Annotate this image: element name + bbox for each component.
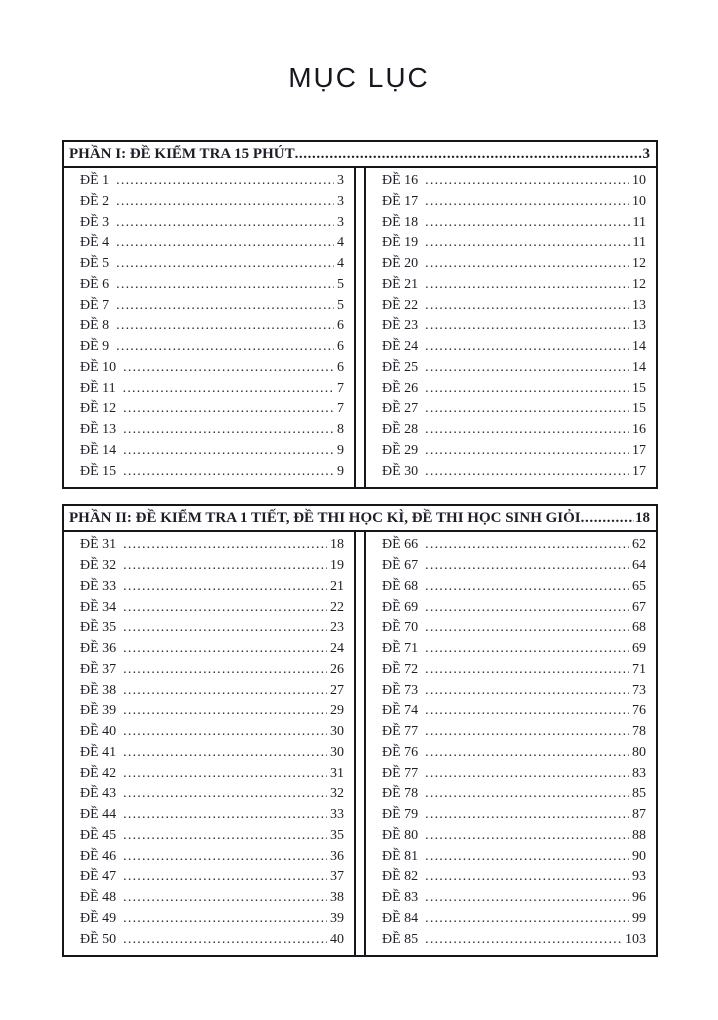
dot-leader bbox=[425, 888, 629, 909]
dot-leader bbox=[425, 743, 629, 764]
toc-entry-label: ĐỀ 31 bbox=[80, 537, 117, 553]
toc-entry bbox=[382, 888, 646, 909]
section-2-heading-text: PHẦN II: ĐỀ KIỂM TRA 1 TIẾT, ĐỀ THI HỌC KÌ, ĐỀ THI HỌC SINH GIỎI bbox=[69, 510, 581, 527]
toc-entry bbox=[382, 784, 646, 805]
toc-entry-label: ĐỀ 39 bbox=[80, 703, 117, 719]
toc-entry-label: ĐỀ 28 bbox=[382, 422, 419, 437]
toc-entry-page: 10 bbox=[632, 193, 646, 209]
dot-leader bbox=[123, 441, 334, 462]
toc-entry bbox=[80, 556, 344, 577]
toc-entry-page: 64 bbox=[632, 558, 646, 573]
toc-entry bbox=[382, 722, 646, 743]
toc-entry bbox=[382, 577, 646, 598]
toc-entry bbox=[382, 420, 646, 441]
toc-entry bbox=[382, 743, 646, 764]
toc-entry-label: ĐỀ 21 bbox=[382, 276, 419, 292]
toc-entry bbox=[382, 826, 646, 847]
toc-entry-label: ĐỀ 67 bbox=[382, 558, 419, 573]
toc-entry-label: ĐỀ 42 bbox=[80, 765, 117, 781]
toc-entry-label: ĐỀ 19 bbox=[382, 235, 419, 251]
dot-leader bbox=[425, 275, 629, 296]
toc-entry bbox=[382, 441, 646, 462]
toc-entry-page: 14 bbox=[632, 359, 646, 375]
dot-leader bbox=[116, 171, 334, 192]
toc-entry-page: 31 bbox=[330, 765, 344, 781]
page-title: MỤC LỤC bbox=[288, 62, 430, 93]
dot-leader bbox=[123, 535, 327, 556]
section-2-column-right bbox=[364, 532, 656, 955]
dot-leader bbox=[116, 296, 334, 317]
toc-entry bbox=[80, 296, 344, 317]
toc-entry-page: 103 bbox=[625, 931, 646, 947]
toc-entry bbox=[80, 275, 344, 296]
toc-entry bbox=[80, 618, 344, 639]
dot-leader bbox=[425, 701, 629, 722]
toc-entry bbox=[382, 805, 646, 826]
dot-leader bbox=[425, 722, 629, 743]
dot-leader bbox=[116, 192, 334, 213]
toc-entry-page: 16 bbox=[632, 422, 646, 437]
section-1-heading-text: PHẦN I: ĐỀ KIỂM TRA 15 PHÚT bbox=[69, 146, 295, 162]
toc-entry-page: 8 bbox=[337, 422, 344, 437]
section-1-column-left bbox=[64, 168, 356, 487]
dot-leader bbox=[425, 441, 629, 462]
toc-entry-label: ĐỀ 43 bbox=[80, 786, 117, 802]
toc-entry bbox=[382, 254, 646, 275]
toc-entry-label: ĐỀ 47 bbox=[80, 869, 117, 885]
dot-leader bbox=[425, 826, 629, 847]
toc-entry-page: 23 bbox=[330, 620, 344, 636]
toc-entry bbox=[80, 701, 344, 722]
toc-entry-page: 19 bbox=[330, 558, 344, 573]
toc-entry-page: 40 bbox=[330, 931, 344, 947]
dot-leader bbox=[425, 577, 629, 598]
dot-leader bbox=[123, 618, 327, 639]
toc-entry-label: ĐỀ 18 bbox=[382, 214, 419, 230]
dot-leader bbox=[425, 930, 622, 951]
toc-entry-page: 96 bbox=[632, 890, 646, 905]
toc-entry-label: ĐỀ 25 bbox=[382, 359, 419, 375]
toc-entry-page: 3 bbox=[337, 173, 344, 188]
dot-leader bbox=[425, 618, 629, 639]
dot-leader bbox=[123, 556, 327, 577]
toc-entry-label: ĐỀ 79 bbox=[382, 807, 419, 822]
toc-entry bbox=[80, 660, 344, 681]
toc-entry bbox=[382, 681, 646, 702]
toc-entry bbox=[80, 805, 344, 826]
dot-leader bbox=[123, 867, 327, 888]
dot-leader bbox=[123, 358, 334, 379]
toc-entry-page: 18 bbox=[330, 537, 344, 553]
dot-leader bbox=[425, 681, 629, 702]
toc-entry bbox=[80, 233, 344, 254]
dot-leader bbox=[123, 826, 327, 847]
toc-entry bbox=[382, 233, 646, 254]
toc-entry-page: 4 bbox=[337, 235, 344, 251]
dot-leader bbox=[425, 171, 629, 192]
toc-entry-page: 13 bbox=[632, 297, 646, 313]
toc-entry-label: ĐỀ 14 bbox=[80, 442, 117, 458]
toc-entry bbox=[382, 909, 646, 930]
toc-entry-label: ĐỀ 80 bbox=[382, 827, 419, 843]
toc-entry-page: 30 bbox=[330, 724, 344, 739]
toc-entry-label: ĐỀ 17 bbox=[382, 193, 419, 209]
dot-leader bbox=[116, 275, 334, 296]
toc-entry bbox=[80, 930, 344, 951]
section-part-1 bbox=[62, 140, 658, 489]
toc-entry-label: ĐỀ 70 bbox=[382, 620, 419, 636]
toc-entry bbox=[80, 639, 344, 660]
toc-entry-label: ĐỀ 32 bbox=[80, 558, 117, 573]
toc-entry-page: 4 bbox=[337, 256, 344, 271]
toc-entry bbox=[382, 598, 646, 619]
toc-entry-label: ĐỀ 48 bbox=[80, 890, 117, 905]
section-1-column-right bbox=[364, 168, 656, 487]
toc-entry bbox=[382, 930, 646, 951]
toc-entry-label: ĐỀ 11 bbox=[80, 380, 116, 396]
toc-entry bbox=[382, 462, 646, 483]
toc-entry bbox=[80, 358, 344, 379]
dot-leader bbox=[425, 233, 629, 254]
toc-entry-page: 37 bbox=[330, 869, 344, 885]
toc-entry-label: ĐỀ 73 bbox=[382, 682, 419, 698]
dot-leader bbox=[425, 254, 629, 275]
toc-entry-label: ĐỀ 46 bbox=[80, 848, 117, 864]
toc-entry bbox=[80, 888, 344, 909]
dot-leader bbox=[425, 192, 629, 213]
dot-leader bbox=[425, 337, 629, 358]
toc-entry-page: 36 bbox=[330, 848, 344, 864]
toc-entry bbox=[382, 556, 646, 577]
toc-entry-page: 71 bbox=[632, 661, 646, 677]
toc-entry bbox=[80, 681, 344, 702]
toc-entry-page: 69 bbox=[632, 641, 646, 656]
toc-entry-page: 22 bbox=[330, 599, 344, 615]
toc-entry bbox=[80, 743, 344, 764]
toc-entry-page: 85 bbox=[632, 786, 646, 802]
toc-entry bbox=[80, 192, 344, 213]
toc-entry-label: ĐỀ 22 bbox=[382, 297, 419, 313]
toc-entry-label: ĐỀ 77 bbox=[382, 724, 419, 739]
dot-leader bbox=[425, 784, 629, 805]
toc-entry-page: 39 bbox=[330, 910, 344, 926]
toc-entry-page: 90 bbox=[632, 848, 646, 864]
toc-entry-label: ĐỀ 10 bbox=[80, 359, 117, 375]
toc-entry-page: 67 bbox=[632, 599, 646, 615]
toc-entry-label: ĐỀ 7 bbox=[80, 297, 110, 313]
toc-entry-label: ĐỀ 8 bbox=[80, 318, 110, 334]
dot-leader bbox=[123, 577, 327, 598]
toc-entry bbox=[80, 577, 344, 598]
toc-entry-page: 99 bbox=[632, 910, 646, 926]
dot-leader bbox=[123, 847, 327, 868]
dot-leader bbox=[123, 681, 327, 702]
toc-entry-label: ĐỀ 50 bbox=[80, 931, 117, 947]
toc-entry-label: ĐỀ 49 bbox=[80, 910, 117, 926]
toc-entry bbox=[80, 213, 344, 234]
dot-leader bbox=[123, 722, 327, 743]
toc-entry bbox=[382, 358, 646, 379]
toc-entry-label: ĐỀ 1 bbox=[80, 173, 110, 188]
toc-entry-page: 5 bbox=[337, 276, 344, 292]
toc-entry-page: 17 bbox=[632, 463, 646, 479]
toc-entry-label: ĐỀ 66 bbox=[382, 537, 419, 553]
toc-entry-label: ĐỀ 76 bbox=[382, 744, 419, 760]
dot-leader bbox=[425, 909, 629, 930]
section-2-heading bbox=[64, 506, 656, 532]
section-1-heading bbox=[64, 142, 656, 168]
section-1-columns bbox=[64, 168, 656, 487]
toc-entry-page: 29 bbox=[330, 703, 344, 719]
toc-entry bbox=[382, 639, 646, 660]
dot-leader bbox=[425, 660, 629, 681]
toc-entry-label: ĐỀ 24 bbox=[382, 339, 419, 354]
toc-entry-page: 68 bbox=[632, 620, 646, 636]
dot-leader bbox=[116, 337, 334, 358]
toc-entry bbox=[382, 379, 646, 400]
toc-entry-page: 6 bbox=[337, 318, 344, 334]
toc-entry bbox=[80, 598, 344, 619]
dot-leader bbox=[425, 462, 629, 483]
toc-entry bbox=[80, 420, 344, 441]
toc-entry bbox=[80, 909, 344, 930]
toc-entry-page: 27 bbox=[330, 682, 344, 698]
dot-leader bbox=[123, 743, 327, 764]
toc-entry bbox=[80, 379, 344, 400]
toc-entry-label: ĐỀ 44 bbox=[80, 807, 117, 822]
toc-entry-page: 12 bbox=[632, 256, 646, 271]
toc-entry-page: 26 bbox=[330, 661, 344, 677]
toc-entry bbox=[382, 171, 646, 192]
section-part-2 bbox=[62, 504, 658, 957]
toc-entry bbox=[80, 337, 344, 358]
toc-entry-page: 65 bbox=[632, 578, 646, 594]
toc-entry-page: 35 bbox=[330, 827, 344, 843]
toc-entry bbox=[382, 660, 646, 681]
dot-leader bbox=[425, 847, 629, 868]
dot-leader bbox=[425, 316, 629, 337]
toc-entry bbox=[80, 399, 344, 420]
toc-entry-label: ĐỀ 72 bbox=[382, 661, 419, 677]
toc-entry bbox=[80, 171, 344, 192]
toc-entry-label: ĐỀ 26 bbox=[382, 380, 419, 396]
toc-entry-label: ĐỀ 77 bbox=[382, 765, 419, 781]
toc-entry-page: 6 bbox=[337, 339, 344, 354]
dot-leader bbox=[425, 213, 629, 234]
toc-entry-page: 9 bbox=[337, 442, 344, 458]
toc-entry-page: 10 bbox=[632, 173, 646, 188]
toc-entry bbox=[80, 784, 344, 805]
dot-leader bbox=[425, 358, 629, 379]
toc-entry-page: 9 bbox=[337, 463, 344, 479]
dot-leader bbox=[123, 764, 327, 785]
toc-entry-label: ĐỀ 83 bbox=[382, 890, 419, 905]
dot-leader bbox=[123, 660, 327, 681]
dot-leader bbox=[116, 316, 334, 337]
toc-entry-page: 6 bbox=[337, 359, 344, 375]
toc-entry-page: 76 bbox=[632, 703, 646, 719]
toc-entry-label: ĐỀ 15 bbox=[80, 463, 117, 479]
toc-entry-label: ĐỀ 82 bbox=[382, 869, 419, 885]
toc-entry-page: 15 bbox=[632, 380, 646, 396]
dot-leader bbox=[123, 701, 327, 722]
dot-leader bbox=[123, 909, 327, 930]
toc-entry-label: ĐỀ 36 bbox=[80, 641, 117, 656]
dot-leader bbox=[425, 639, 629, 660]
dot-leader bbox=[425, 598, 629, 619]
dot-leader bbox=[425, 764, 629, 785]
dot-leader bbox=[581, 507, 634, 529]
toc-entry bbox=[80, 441, 344, 462]
dot-leader bbox=[123, 639, 327, 660]
toc-entry-page: 80 bbox=[632, 744, 646, 760]
toc-entry-page: 13 bbox=[632, 318, 646, 334]
toc-entry-page: 17 bbox=[632, 442, 646, 458]
dot-leader bbox=[425, 556, 629, 577]
toc-entry bbox=[382, 192, 646, 213]
toc-entry bbox=[382, 618, 646, 639]
toc-entry bbox=[80, 254, 344, 275]
toc-entry-label: ĐỀ 13 bbox=[80, 422, 117, 437]
toc-entry-page: 32 bbox=[330, 786, 344, 802]
toc-entry-page: 78 bbox=[632, 724, 646, 739]
toc-entry-label: ĐỀ 16 bbox=[382, 173, 419, 188]
toc-entry-page: 7 bbox=[337, 380, 344, 396]
toc-entry-label: ĐỀ 12 bbox=[80, 401, 117, 417]
toc-entry-label: ĐỀ 20 bbox=[382, 256, 419, 271]
dot-leader bbox=[425, 420, 629, 441]
dot-leader bbox=[425, 535, 629, 556]
dot-leader bbox=[123, 784, 327, 805]
toc-entry-label: ĐỀ 68 bbox=[382, 578, 419, 594]
dot-leader bbox=[425, 296, 629, 317]
toc-entry-label: ĐỀ 78 bbox=[382, 786, 419, 802]
toc-entry-page: 73 bbox=[632, 682, 646, 698]
toc-entry-page: 5 bbox=[337, 297, 344, 313]
toc-entry bbox=[382, 213, 646, 234]
toc-entry-label: ĐỀ 33 bbox=[80, 578, 117, 594]
section-2-heading-page: 18 bbox=[635, 510, 650, 527]
toc-entry bbox=[80, 867, 344, 888]
toc-entry-page: 3 bbox=[337, 193, 344, 209]
toc-entry bbox=[382, 701, 646, 722]
toc-entry bbox=[80, 764, 344, 785]
toc-entry-page: 33 bbox=[330, 807, 344, 822]
toc-entry-label: ĐỀ 27 bbox=[382, 401, 419, 417]
toc-entry-page: 88 bbox=[632, 827, 646, 843]
dot-leader bbox=[123, 462, 334, 483]
section-1-heading-page: 3 bbox=[642, 146, 650, 162]
toc-entry bbox=[80, 535, 344, 556]
dot-leader bbox=[425, 379, 629, 400]
toc-entry bbox=[382, 399, 646, 420]
toc-entry-label: ĐỀ 9 bbox=[80, 339, 110, 354]
toc-entry-label: ĐỀ 45 bbox=[80, 827, 117, 843]
toc-entry-label: ĐỀ 81 bbox=[382, 848, 419, 864]
toc-entry bbox=[80, 826, 344, 847]
toc-entry-page: 11 bbox=[632, 214, 646, 230]
toc-entry-page: 38 bbox=[330, 890, 344, 905]
toc-entry-page: 24 bbox=[330, 641, 344, 656]
toc-entry bbox=[382, 337, 646, 358]
toc-entry-page: 15 bbox=[632, 401, 646, 417]
dot-leader bbox=[425, 399, 629, 420]
toc-entry bbox=[80, 722, 344, 743]
toc-entry-label: ĐỀ 6 bbox=[80, 276, 110, 292]
toc-entry-page: 14 bbox=[632, 339, 646, 354]
dot-leader bbox=[123, 399, 334, 420]
dot-leader bbox=[425, 805, 629, 826]
toc-entry-label: ĐỀ 5 bbox=[80, 256, 110, 271]
toc-entry-page: 11 bbox=[632, 235, 646, 251]
dot-leader bbox=[123, 598, 327, 619]
toc-entry-page: 12 bbox=[632, 276, 646, 292]
section-2-columns bbox=[64, 532, 656, 955]
toc-entry bbox=[80, 847, 344, 868]
dot-leader bbox=[123, 930, 327, 951]
toc-entry-label: ĐỀ 40 bbox=[80, 724, 117, 739]
toc-entry-label: ĐỀ 29 bbox=[382, 442, 419, 458]
dot-leader bbox=[123, 805, 327, 826]
toc-entry-label: ĐỀ 69 bbox=[382, 599, 419, 615]
toc-entry-label: ĐỀ 3 bbox=[80, 214, 110, 230]
toc-entry-page: 83 bbox=[632, 765, 646, 781]
dot-leader bbox=[116, 254, 334, 275]
toc-entry bbox=[382, 764, 646, 785]
toc-entry bbox=[382, 867, 646, 888]
toc-entry bbox=[80, 462, 344, 483]
dot-leader bbox=[123, 379, 334, 400]
dot-leader bbox=[123, 420, 334, 441]
toc-entry-page: 62 bbox=[632, 537, 646, 553]
toc-entry-label: ĐỀ 30 bbox=[382, 463, 419, 479]
toc-body bbox=[62, 140, 658, 957]
toc-entry bbox=[382, 847, 646, 868]
section-2-column-left bbox=[64, 532, 356, 955]
toc-entry-label: ĐỀ 74 bbox=[382, 703, 419, 719]
toc-entry bbox=[382, 316, 646, 337]
toc-entry-label: ĐỀ 71 bbox=[382, 641, 419, 656]
toc-entry-page: 7 bbox=[337, 401, 344, 417]
toc-entry-label: ĐỀ 23 bbox=[382, 318, 419, 334]
dot-leader bbox=[425, 867, 629, 888]
toc-entry bbox=[382, 296, 646, 317]
toc-entry-label: ĐỀ 37 bbox=[80, 661, 117, 677]
dot-leader bbox=[295, 143, 642, 165]
toc-entry-label: ĐỀ 35 bbox=[80, 620, 117, 636]
toc-entry-page: 93 bbox=[632, 869, 646, 885]
toc-entry bbox=[382, 275, 646, 296]
toc-entry-label: ĐỀ 38 bbox=[80, 682, 117, 698]
toc-entry-page: 21 bbox=[330, 578, 344, 594]
toc-entry-label: ĐỀ 84 bbox=[382, 910, 419, 926]
toc-entry-label: ĐỀ 34 bbox=[80, 599, 117, 615]
dot-leader bbox=[123, 888, 327, 909]
toc-entry-page: 87 bbox=[632, 807, 646, 822]
toc-entry-page: 3 bbox=[337, 214, 344, 230]
toc-entry bbox=[382, 535, 646, 556]
dot-leader bbox=[116, 213, 334, 234]
toc-entry-label: ĐỀ 41 bbox=[80, 744, 117, 760]
toc-entry bbox=[80, 316, 344, 337]
toc-entry-page: 30 bbox=[330, 744, 344, 760]
dot-leader bbox=[116, 233, 334, 254]
toc-entry-label: ĐỀ 4 bbox=[80, 235, 110, 251]
toc-entry-label: ĐỀ 2 bbox=[80, 193, 110, 209]
toc-entry-label: ĐỀ 85 bbox=[382, 931, 419, 947]
